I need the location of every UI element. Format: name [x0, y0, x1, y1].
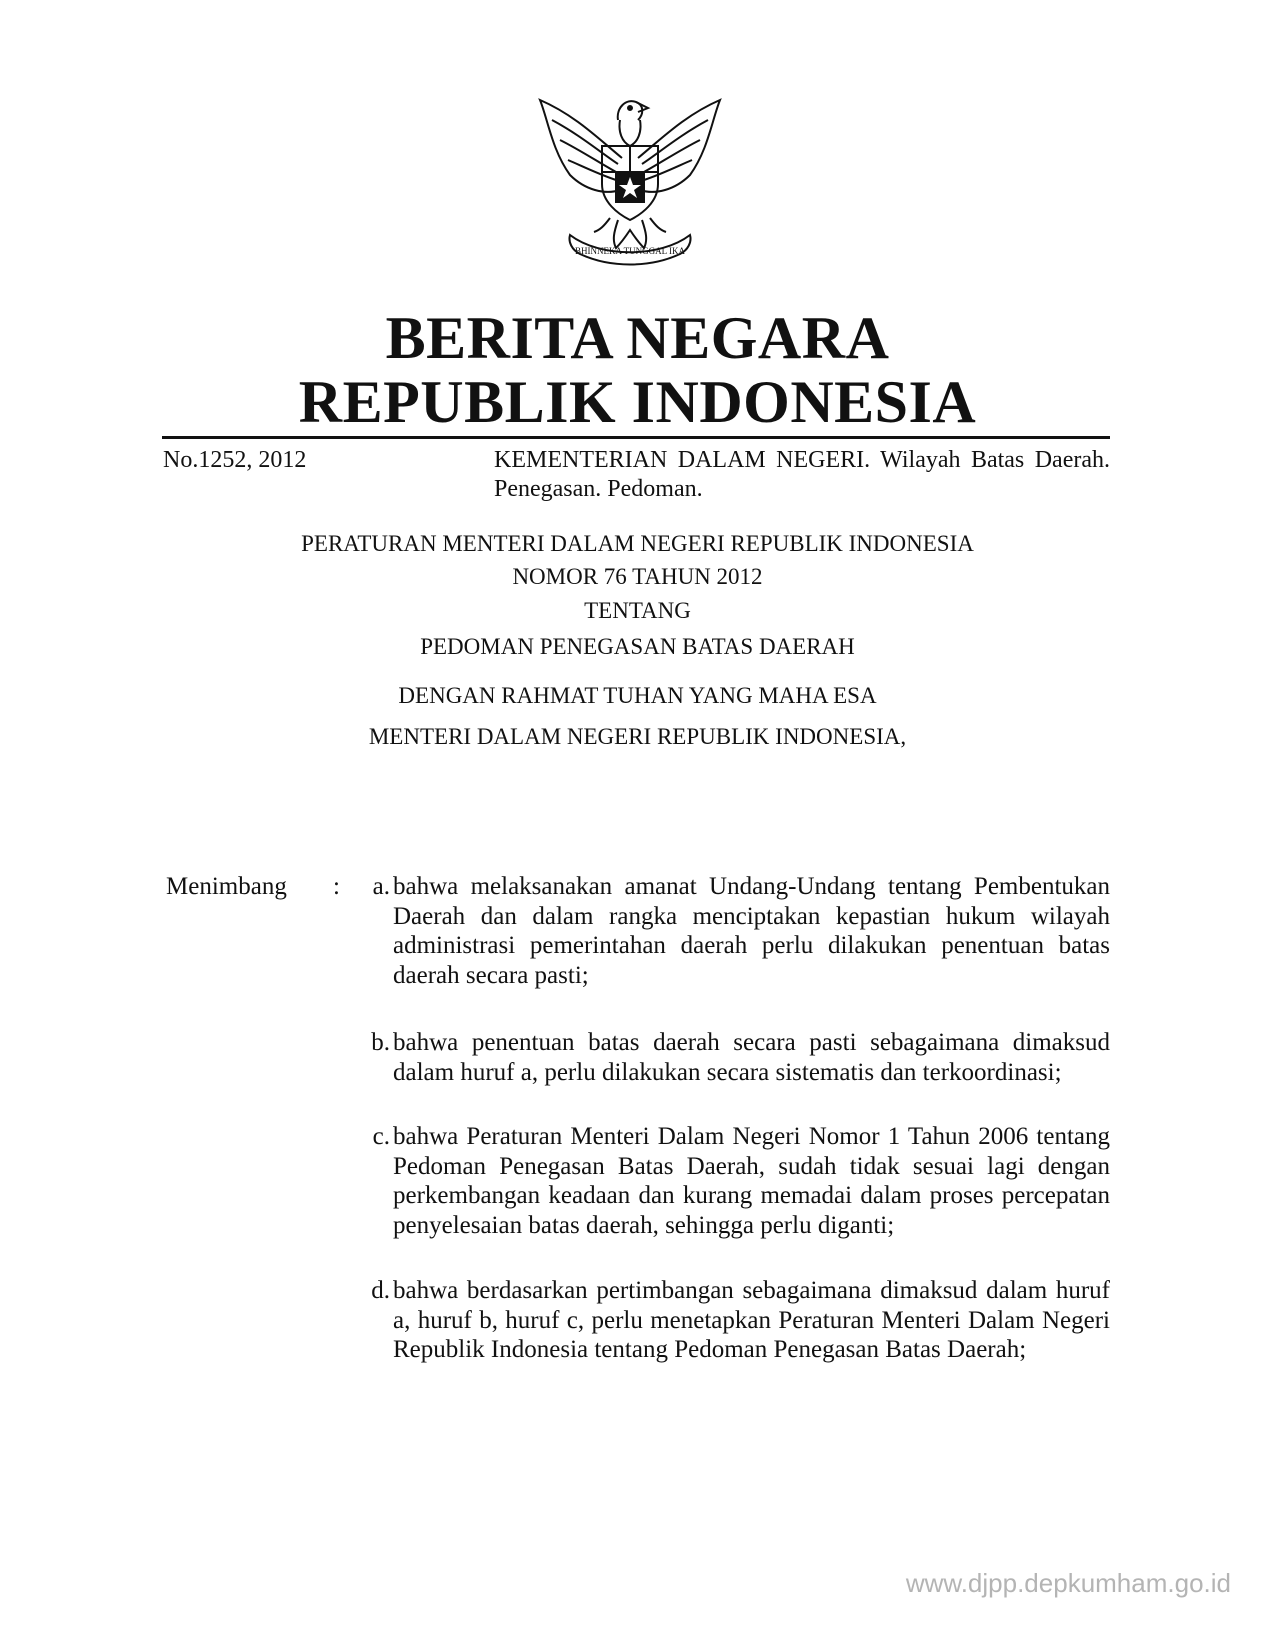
menimbang-colon: :	[333, 873, 340, 900]
masthead-divider	[162, 436, 1110, 439]
watermark-url: www.djpp.depkumham.go.id	[905, 1568, 1231, 1598]
invocation: DENGAN RAHMAT TUHAN YANG MAHA ESA	[398, 683, 877, 708]
consideration-item: bahwa penentuan batas daerah secara pasti sebagaimana dimaksud dalam huruf a, perlu dilakukan secara sistematis dan terkoordinasi;	[393, 1029, 1110, 1086]
item-letter: b.	[371, 1029, 390, 1056]
item-letter: c.	[372, 1123, 390, 1150]
consideration-item: bahwa Peraturan Menteri Dalam Negeri Nomor 1 Tahun 2006 tentang Pedoman Penegasan Batas Daerah, sudah tidak sesuai lagi dengan perkembangan keadaan dan kurang memadai dalam proses percepatan penyelesaian batas daerah, sehingga perlu diganti;	[393, 1123, 1110, 1239]
masthead-title: BERITA NEGARA	[385, 305, 890, 371]
issuer: MENTERI DALAM NEGERI REPUBLIK INDONESIA,	[368, 724, 907, 749]
consideration-item: bahwa berdasarkan pertimbangan sebagaimana dimaksud dalam huruf a, huruf b, huruf c, perlu menetapkan Peraturan Menteri Dalam Negeri Republik Indonesia tentang Pedoman Penegasan Batas Daerah;	[393, 1277, 1110, 1363]
svg-text:BHINNEKA TUNGGAL IKA: BHINNEKA TUNGGAL IKA	[575, 246, 685, 256]
consideration-item: bahwa melaksanakan amanat Undang-Undang tentang Pembentukan Daerah dan dalam rangka menciptakan kepastian hukum wilayah administrasi pemerintahan daerah perlu dilakukan penentuan batas daerah secara pasti;	[393, 873, 1110, 989]
regulation-about: TENTANG	[584, 598, 691, 623]
masthead-subtitle: REPUBLIK INDONESIA	[298, 369, 977, 435]
item-letter: d.	[371, 1277, 390, 1304]
regulation-title: PERATURAN MENTERI DALAM NEGERI REPUBLIK INDONESIA	[301, 531, 974, 556]
regulation-number: NOMOR 76 TAHUN 2012	[512, 564, 763, 589]
gazette-description: KEMENTERIAN DALAM NEGERI. Wilayah Batas Daerah. Penegasan. Pedoman.	[494, 447, 1110, 502]
item-letter: a.	[372, 873, 390, 900]
gazette-number: No.1252, 2012	[163, 447, 307, 473]
regulation-subject: PEDOMAN PENEGASAN BATAS DAERAH	[420, 634, 855, 659]
menimbang-label: Menimbang	[166, 873, 287, 900]
garuda-emblem-icon	[530, 80, 730, 280]
